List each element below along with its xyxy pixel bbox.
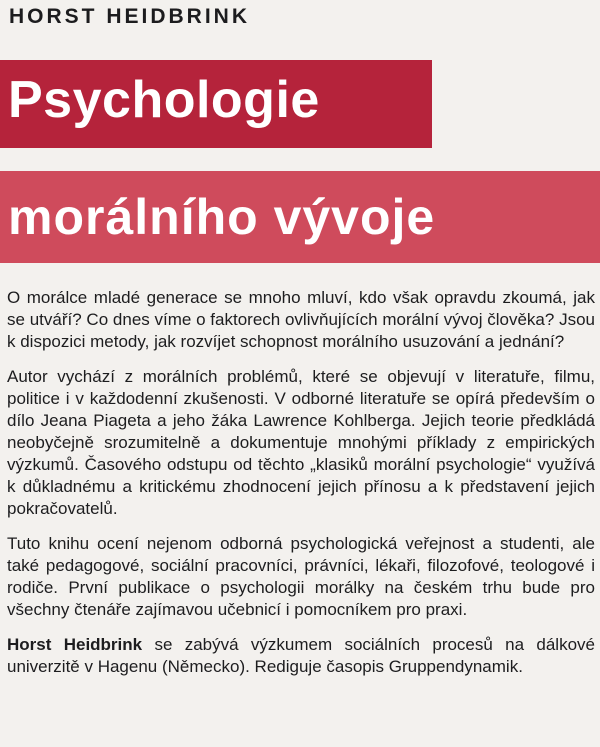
bio-author-name: Horst Heidbrink xyxy=(7,635,143,654)
paragraph-audience: Tuto knihu ocení nejenom odborná psychologická veřejnost a studenti, ale také pedagogové, sociální pracovníci, právníci, lékaři, filozofové, teologové i rodiče. První publikace o psychologii morálky na českém trhu bude pro všechny čtenáře zajímavou učebnicí i pomocníkem pro praxi. xyxy=(7,534,595,619)
blurb-text xyxy=(7,287,595,691)
title-band-2 xyxy=(0,171,600,263)
paragraph-intro: O morálce mladé generace se mnoho mluví, kdo však opravdu zkoumá, jak se utváří? Co dnes víme o faktorech ovlivňujících morální vývoj člověka? Jsou k dispozici metody, jak rozvíjet schopnost morálního usuzování a jednání? xyxy=(7,288,595,351)
bio-text: se zabývá výzkumem sociálních procesů na dálkové univerzitě v Hagenu (Německo). Rediguje časopis Gruppendynamik. xyxy=(7,635,595,676)
author-bio xyxy=(7,634,595,678)
title-band-1 xyxy=(0,60,432,148)
title-line-2: morálního vývoje xyxy=(8,189,436,245)
author-name: HORST HEIDBRINK xyxy=(9,5,251,28)
title-line-1: Psychologie xyxy=(8,71,320,129)
paragraph-author-approach: Autor vychází z morálních problémů, které se objevují v literatuře, filmu, politice i v každodenní zkušenosti. V odborné literatuře se opírá především o dílo Jeana Piageta a jeho žáka Lawrence Kohlberga. Jejich teorie předkládá neobyčejně srozumitelně a dokumentuje mnohými příklady z empirických výzkumů. Časového odstupu od těchto „klasiků morální psychologie“ využívá k důkladnému a kritickému zhodnocení jejich přínosu a k představení jejich pokračovatelů. xyxy=(7,367,595,518)
